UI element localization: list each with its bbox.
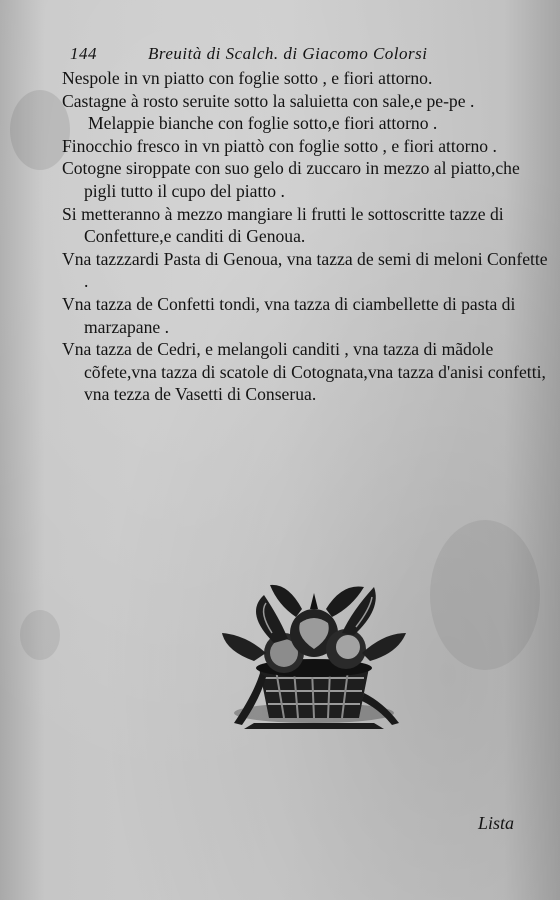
list-item: Melappie bianche con foglie sotto,e fiori attorno . xyxy=(88,113,438,134)
running-title: Breuità di Scalch. di Giacomo Colorsi xyxy=(148,44,428,63)
fruit-basket-woodcut-icon xyxy=(214,573,410,739)
list-item: Nespole in vn piatto con foglie sotto , e fiori attorno. xyxy=(62,68,433,88)
catchword: Lista xyxy=(478,813,515,833)
paper-stain xyxy=(430,520,540,670)
list-item: Si metteranno à mezzo mangiare li frutti le sottoscritte tazze di Confetture,e canditi di Genoua. xyxy=(62,203,504,247)
recipe-text xyxy=(62,67,552,406)
paper-stain xyxy=(20,610,60,660)
list-item: Castagne à rosto seruite sotto la saluietta con sale,e pe-pe . xyxy=(62,90,475,111)
list-item: Vna tazza de Cedri, e melangoli canditi , vna tazza di mãdole cõfete,vna tazza di scatole di Cotognata,vna tazza d'anisi confetti, vna tezza de Vasetti di Conserua. xyxy=(62,339,546,405)
list-item: Cotogne siroppate con suo gelo di zuccaro in mezzo al piatto,che pigli tutto il cupo del piatto . xyxy=(62,158,520,201)
list-item: Vna tazza de Confetti tondi, vna tazza di ciambellette di pasta di marzapane . xyxy=(62,293,516,337)
page-number: 144 xyxy=(70,44,97,63)
paper-stain xyxy=(10,90,70,170)
list-item: Vna tazzzardi Pasta di Genoua, vna tazza de semi di meloni Confette . xyxy=(62,248,548,292)
list-item: Finocchio fresco in vn piattò con foglie sotto , e fiori attorno . xyxy=(62,135,497,156)
